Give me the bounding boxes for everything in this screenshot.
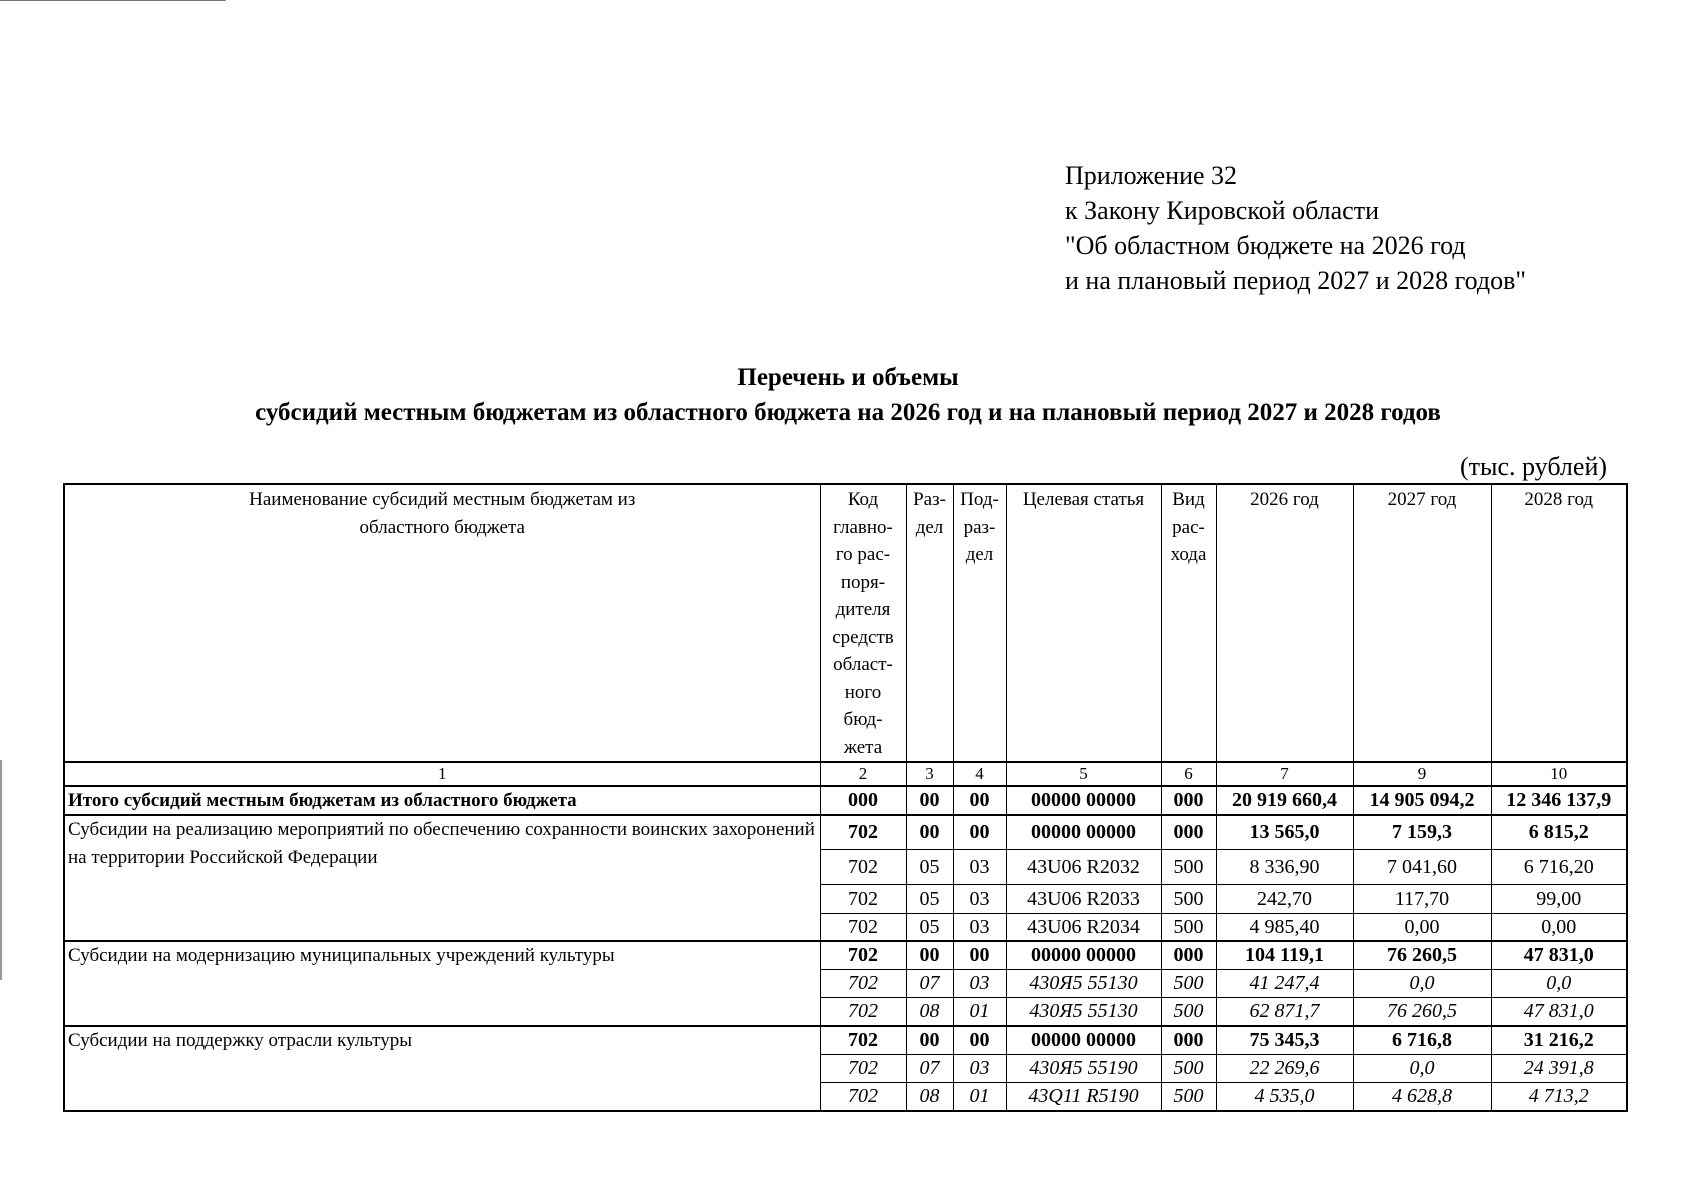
header-gr-code: Код главно- го рас- поря- дителя средств област- ного бюд- жета	[820, 484, 906, 762]
cell-pr: 00	[953, 1026, 1006, 1055]
cell-gr: 702	[820, 914, 906, 942]
cell-2027: 6 716,8	[1353, 1026, 1491, 1055]
column-number: 4	[953, 762, 1006, 786]
cell-2026: 62 871,7	[1216, 998, 1353, 1027]
cell-2026: 104 119,1	[1216, 941, 1353, 970]
cell-cs: 430Я5 55130	[1006, 970, 1161, 998]
cell-vr: 500	[1161, 1083, 1216, 1112]
cell-vr: 500	[1161, 970, 1216, 998]
cell-vr: 500	[1161, 998, 1216, 1027]
cell-2027: 76 260,5	[1353, 998, 1491, 1027]
cell-rz: 08	[906, 998, 953, 1027]
cell-pr: 00	[953, 786, 1006, 815]
cell-vr: 500	[1161, 850, 1216, 885]
cell-cs: 00000 00000	[1006, 815, 1161, 850]
cell-pr: 01	[953, 998, 1006, 1027]
cell-gr: 702	[820, 815, 906, 850]
cell-2026: 75 345,3	[1216, 1026, 1353, 1055]
header-expense-type: Вид рас- хода	[1161, 484, 1216, 762]
cell-cs: 430Я5 55190	[1006, 1055, 1161, 1083]
cell-2027: 0,0	[1353, 1055, 1491, 1083]
cell-cs: 43U06 R2032	[1006, 850, 1161, 885]
cell-2027: 7 041,60	[1353, 850, 1491, 885]
cell-2028: 4 713,2	[1491, 1083, 1627, 1112]
column-number: 1	[64, 762, 820, 786]
cell-pr: 00	[953, 815, 1006, 850]
cell-2028: 24 391,8	[1491, 1055, 1627, 1083]
cell-2026: 4 535,0	[1216, 1083, 1353, 1112]
scan-edge-mark	[0, 760, 2, 980]
cell-gr: 702	[820, 970, 906, 998]
title-line: Перечень и объемы	[737, 364, 959, 391]
cell-cs: 00000 00000	[1006, 1026, 1161, 1055]
cell-2027: 117,70	[1353, 885, 1491, 914]
cell-2027: 14 905 094,2	[1353, 786, 1491, 815]
cell-2026: 41 247,4	[1216, 970, 1353, 998]
column-numbers-row	[64, 762, 1627, 786]
cell-2028: 31 216,2	[1491, 1026, 1627, 1055]
appendix-line: и на плановый период 2027 и 2028 годов"	[1065, 266, 1527, 295]
cell-cs: 00000 00000	[1006, 941, 1161, 970]
header-name: Наименование субсидий местным бюджетам из областного бюджета	[64, 484, 820, 762]
column-number: 9	[1353, 762, 1491, 786]
cell-2028: 47 831,0	[1491, 998, 1627, 1027]
cell-pr: 01	[953, 1083, 1006, 1112]
cell-2027: 7 159,3	[1353, 815, 1491, 850]
subsidy-name: Субсидии на поддержку отрасли культуры	[64, 1026, 820, 1111]
cell-pr: 00	[953, 941, 1006, 970]
cell-pr: 03	[953, 885, 1006, 914]
cell-cs: 43U06 R2034	[1006, 914, 1161, 942]
header-2026: 2026 год	[1216, 484, 1353, 762]
cell-rz: 00	[906, 815, 953, 850]
cell-rz: 00	[906, 1026, 953, 1055]
column-number: 2	[820, 762, 906, 786]
cell-gr: 702	[820, 941, 906, 970]
cell-vr: 500	[1161, 914, 1216, 942]
cell-2028: 99,00	[1491, 885, 1627, 914]
cell-2027: 0,0	[1353, 970, 1491, 998]
cell-rz: 05	[906, 914, 953, 942]
cell-vr: 000	[1161, 941, 1216, 970]
cell-2028: 0,0	[1491, 970, 1627, 998]
appendix-block	[1065, 158, 1526, 298]
cell-2026: 22 269,6	[1216, 1055, 1353, 1083]
cell-2026: 4 985,40	[1216, 914, 1353, 942]
cell-2027: 4 628,8	[1353, 1083, 1491, 1112]
cell-pr: 03	[953, 850, 1006, 885]
subsidy-name: Субсидии на реализацию мероприятий по обеспечению сохранности воинских захоронений на территории Российской Федерации	[64, 815, 820, 941]
cell-2026: 20 919 660,4	[1216, 786, 1353, 815]
cell-2028: 6 815,2	[1491, 815, 1627, 850]
cell-gr: 702	[820, 1083, 906, 1112]
cell-cs: 430Я5 55130	[1006, 998, 1161, 1027]
title-line: субсидий местным бюджетам из областного бюджета на 2026 год и на плановый период 2027 и 2028 годов	[255, 399, 1441, 426]
subsidy-summary-row	[64, 815, 1627, 850]
cell-2028: 6 716,20	[1491, 850, 1627, 885]
column-number: 10	[1491, 762, 1627, 786]
cell-rz: 07	[906, 1055, 953, 1083]
cell-vr: 500	[1161, 1055, 1216, 1083]
column-number: 3	[906, 762, 953, 786]
subsidies-table	[63, 483, 1628, 1112]
cell-vr: 000	[1161, 815, 1216, 850]
cell-gr: 000	[820, 786, 906, 815]
cell-cs: 00000 00000	[1006, 786, 1161, 815]
cell-gr: 702	[820, 998, 906, 1027]
appendix-line: Приложение 32	[1065, 161, 1238, 190]
cell-pr: 03	[953, 970, 1006, 998]
cell-rz: 05	[906, 850, 953, 885]
cell-2028: 12 346 137,9	[1491, 786, 1627, 815]
subsidy-summary-row	[64, 941, 1627, 970]
cell-rz: 08	[906, 1083, 953, 1112]
subsidy-summary-row	[64, 1026, 1627, 1055]
cell-rz: 00	[906, 786, 953, 815]
cell-pr: 03	[953, 914, 1006, 942]
column-number: 6	[1161, 762, 1216, 786]
cell-gr: 702	[820, 885, 906, 914]
cell-vr: 500	[1161, 885, 1216, 914]
column-number: 7	[1216, 762, 1353, 786]
cell-gr: 702	[820, 1026, 906, 1055]
header-target-article: Целевая статья	[1006, 484, 1161, 762]
cell-rz: 00	[906, 941, 953, 970]
header-podrazdel: Под- раз- дел	[953, 484, 1006, 762]
cell-2026: 242,70	[1216, 885, 1353, 914]
subsidy-name: Субсидии на модернизацию муниципальных учреждений культуры	[64, 941, 820, 1026]
header-2027: 2027 год	[1353, 484, 1491, 762]
total-name: Итого субсидий местным бюджетам из областного бюджета	[64, 786, 820, 815]
cell-cs: 43U06 R2033	[1006, 885, 1161, 914]
cell-gr: 702	[820, 1055, 906, 1083]
header-razdel: Раз- дел	[906, 484, 953, 762]
column-number: 5	[1006, 762, 1161, 786]
cell-gr: 702	[820, 850, 906, 885]
cell-2027: 0,00	[1353, 914, 1491, 942]
cell-2027: 76 260,5	[1353, 941, 1491, 970]
cell-pr: 03	[953, 1055, 1006, 1083]
appendix-line: к Закону Кировской области	[1065, 196, 1379, 225]
cell-cs: 43Q11 R5190	[1006, 1083, 1161, 1112]
cell-2028: 47 831,0	[1491, 941, 1627, 970]
total-row	[64, 786, 1627, 815]
cell-2026: 8 336,90	[1216, 850, 1353, 885]
cell-vr: 000	[1161, 786, 1216, 815]
document-title	[0, 360, 1696, 430]
cell-vr: 000	[1161, 1026, 1216, 1055]
cell-rz: 07	[906, 970, 953, 998]
cell-2028: 0,00	[1491, 914, 1627, 942]
scan-top-line	[0, 0, 226, 1]
appendix-line: "Об областном бюджете на 2026 год	[1065, 231, 1466, 260]
units-label: (тыс. рублей)	[1460, 452, 1608, 481]
table-header-row	[64, 484, 1627, 762]
header-2028: 2028 год	[1491, 484, 1627, 762]
cell-2026: 13 565,0	[1216, 815, 1353, 850]
cell-rz: 05	[906, 885, 953, 914]
